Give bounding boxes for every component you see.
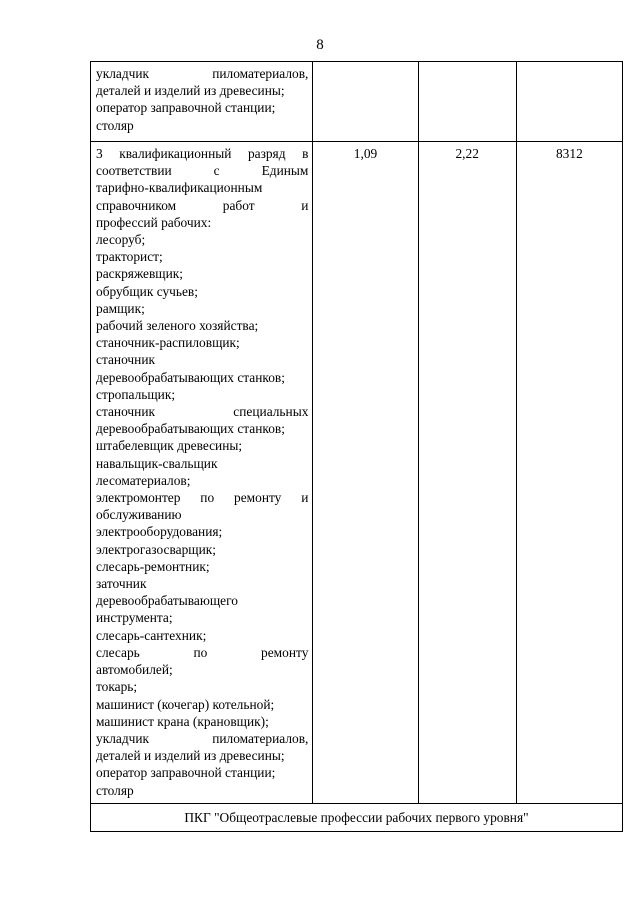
coefficient-cell: 1,09	[313, 142, 418, 804]
profession-line: станочник специальных	[96, 404, 309, 420]
ratio-cell	[418, 62, 516, 142]
profession-line: лесоруб;	[96, 232, 146, 248]
profession-line: токарь;	[96, 679, 138, 695]
profession-line: штабелевщик древесины;	[96, 438, 243, 454]
profession-line: станочник	[96, 352, 155, 368]
profession-line: станочник-распиловщик;	[96, 335, 240, 351]
profession-line: укладчик пиломатериалов,	[96, 66, 309, 81]
profession-line: обслуживанию	[96, 507, 182, 523]
profession-line: электромонтер по ремонту и	[96, 490, 309, 506]
profession-line: укладчик пиломатериалов,	[96, 730, 309, 746]
profession-cell	[91, 142, 313, 804]
amount-cell	[516, 62, 622, 142]
table-row-group-heading	[91, 803, 623, 831]
profession-line: столяр	[96, 782, 134, 798]
coefficient-cell	[313, 62, 418, 142]
profession-line: машинист (кочегар) котельной;	[96, 696, 275, 712]
profession-line: машинист крана (крановщик);	[96, 713, 269, 729]
profession-line: справочником работ и	[96, 197, 309, 213]
amount-cell: 8312	[516, 142, 622, 804]
profession-line: рамщик;	[96, 300, 145, 316]
profession-line: деталей и изделий из древесины;	[96, 748, 285, 764]
profession-line: тракторист;	[96, 249, 163, 265]
profession-line: деревообрабатывающих станков;	[96, 369, 285, 385]
profession-line: деталей и изделий из древесины;	[96, 83, 285, 99]
profession-line: электрооборудования;	[96, 524, 223, 540]
profession-line: заточник	[96, 576, 147, 592]
page-number: 8	[316, 37, 324, 53]
group-heading: ПКГ "Общеотраслевые профессии рабочих первого уровня"	[91, 803, 623, 831]
profession-line: 3 квалификационный разряд в	[96, 146, 309, 161]
table-row-grade-3	[91, 142, 623, 804]
profession-line: соответствии с Единым	[96, 163, 309, 179]
profession-line: деревообрабатывающего	[96, 593, 238, 609]
profession-line: профессий рабочих:	[96, 214, 212, 230]
profession-line: тарифно-квалификационным	[96, 180, 263, 196]
profession-line: автомобилей;	[96, 662, 173, 678]
profession-line: навальщик-свальщик	[96, 455, 218, 471]
profession-line: оператор заправочной станции;	[96, 100, 276, 116]
profession-cell	[91, 62, 313, 142]
profession-line: слесарь по ремонту	[96, 644, 309, 660]
profession-line: обрубщик сучьев;	[96, 283, 198, 299]
profession-line: лесоматериалов;	[96, 472, 191, 488]
profession-line: электрогазосварщик;	[96, 541, 216, 557]
profession-line: деревообрабатывающих станков;	[96, 421, 285, 437]
profession-line: столяр	[96, 117, 134, 133]
profession-line: слесарь-сантехник;	[96, 627, 207, 643]
profession-line: стропальщик;	[96, 386, 176, 402]
table-row-continued	[91, 62, 623, 142]
profession-line: инструмента;	[96, 610, 173, 626]
ratio-cell: 2,22	[418, 142, 516, 804]
tariff-table	[90, 61, 623, 832]
profession-line: рабочий зеленого хозяйства;	[96, 318, 259, 334]
profession-line: слесарь-ремонтник;	[96, 558, 210, 574]
profession-line: раскряжевщик;	[96, 266, 183, 282]
profession-line: оператор заправочной станции;	[96, 765, 276, 781]
